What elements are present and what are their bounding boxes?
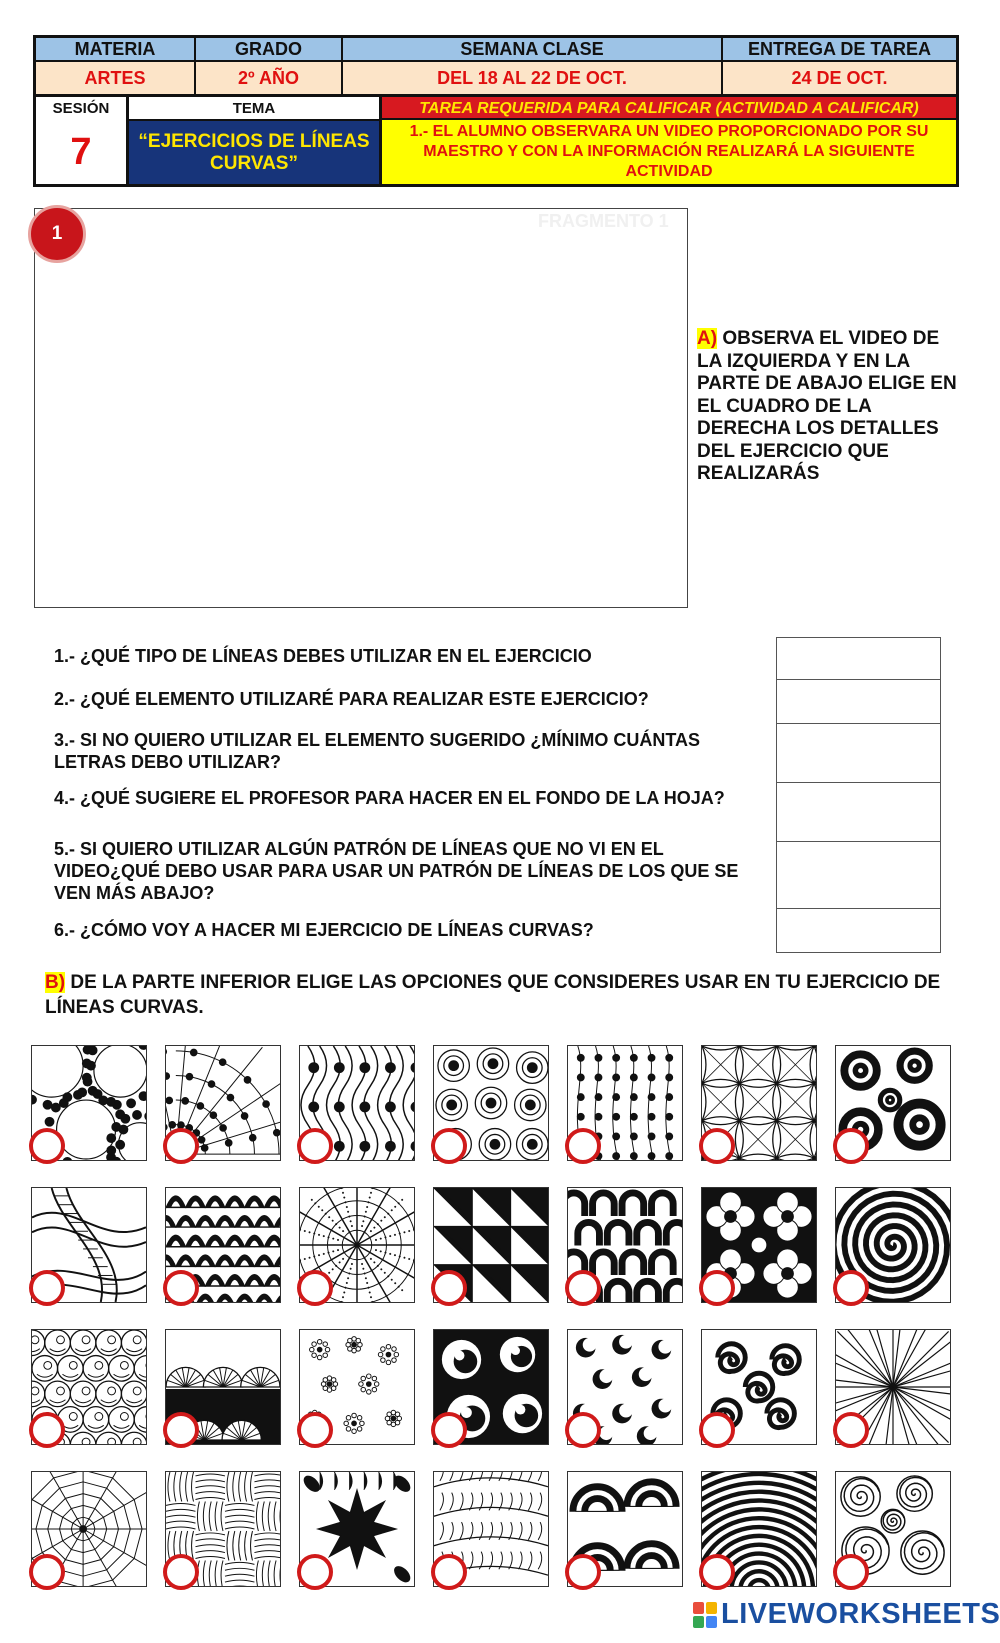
- pattern-option-25-radio[interactable]: [431, 1554, 467, 1590]
- pattern-option-24-radio[interactable]: [297, 1554, 333, 1590]
- pattern-option-15[interactable]: [31, 1329, 147, 1445]
- header-table: [33, 35, 959, 187]
- pattern-option-13-radio[interactable]: [699, 1270, 735, 1306]
- question-4: 4.- ¿QUÉ SUGIERE EL PROFESOR PARA HACER EN EL FONDO DE LA HOJA?: [54, 788, 725, 808]
- instruction-a-letter: A): [697, 328, 718, 349]
- answer-box-1[interactable]: [776, 637, 941, 680]
- pattern-option-28-radio[interactable]: [833, 1554, 869, 1590]
- instruction-b: [45, 970, 945, 1020]
- instruction-b-text: DE LA PARTE INFERIOR ELIGE LAS OPCIONES QUE CONSIDERES USAR EN TU EJERCICIO DE LÍNEAS CURVAS.: [45, 972, 941, 1018]
- entrega-value: 24 DE OCT.: [723, 62, 956, 94]
- instruction-a-text: OBSERVA EL VIDEO DE LA IZQUIERDA Y EN LA PARTE DE ABAJO ELIGE EN EL CUADRO DE LA DERECHA LOS DETALLES DEL EJERCICIO QUE REALIZARÁS: [697, 328, 957, 484]
- tarea-cell: [382, 97, 956, 184]
- pattern-option-22[interactable]: [31, 1471, 147, 1587]
- pattern-option-3[interactable]: [299, 1045, 415, 1161]
- question-6: 6.- ¿CÓMO VOY A HACER MI EJERCICIO DE LÍNEAS CURVAS?: [54, 920, 594, 940]
- pattern-option-6-radio[interactable]: [699, 1128, 735, 1164]
- pattern-option-23[interactable]: [165, 1471, 281, 1587]
- pattern-option-3-radio[interactable]: [297, 1128, 333, 1164]
- pattern-option-19-radio[interactable]: [565, 1412, 601, 1448]
- pattern-option-25[interactable]: [433, 1471, 549, 1587]
- pattern-option-11[interactable]: [433, 1187, 549, 1303]
- pattern-option-23-radio[interactable]: [163, 1554, 199, 1590]
- pattern-option-26-radio[interactable]: [565, 1554, 601, 1590]
- pattern-option-4[interactable]: [433, 1045, 549, 1161]
- pattern-option-7-radio[interactable]: [833, 1128, 869, 1164]
- pattern-option-12-radio[interactable]: [565, 1270, 601, 1306]
- pattern-option-24[interactable]: [299, 1471, 415, 1587]
- pattern-option-26[interactable]: [567, 1471, 683, 1587]
- semana-label: SEMANA CLASE: [343, 38, 723, 62]
- entrega-label: ENTREGA DE TAREA: [723, 38, 956, 62]
- pattern-option-27-radio[interactable]: [699, 1554, 735, 1590]
- sesion-cell: [36, 97, 129, 184]
- pattern-option-10-radio[interactable]: [297, 1270, 333, 1306]
- pattern-option-18[interactable]: [433, 1329, 549, 1445]
- pattern-option-5[interactable]: [567, 1045, 683, 1161]
- pattern-option-20[interactable]: [701, 1329, 817, 1445]
- pattern-option-22-radio[interactable]: [29, 1554, 65, 1590]
- pattern-option-11-radio[interactable]: [431, 1270, 467, 1306]
- grado-value: 2º AÑO: [196, 62, 343, 94]
- instruction-a: [697, 328, 957, 486]
- brand-text: LIVEWORKSHEETS: [721, 1598, 1000, 1630]
- question-3: 3.- SI NO QUIERO UTILIZAR EL ELEMENTO SUGERIDO ¿MÍNIMO CUÁNTAS LETRAS DEBO UTILIZAR?: [54, 730, 701, 772]
- fragment-label: FRAGMENTO 1: [538, 211, 669, 231]
- pattern-option-4-radio[interactable]: [431, 1128, 467, 1164]
- pattern-option-16-radio[interactable]: [163, 1412, 199, 1448]
- instruction-b-letter: B): [45, 972, 66, 993]
- pattern-option-2-radio[interactable]: [163, 1128, 199, 1164]
- tarea-label: TAREA REQUERIDA PARA CALIFICAR (ACTIVIDAD A CALIFICAR): [382, 97, 956, 120]
- pattern-option-14[interactable]: [835, 1187, 951, 1303]
- pattern-option-9-radio[interactable]: [163, 1270, 199, 1306]
- answer-box-5[interactable]: [776, 841, 941, 909]
- pattern-option-21-radio[interactable]: [833, 1412, 869, 1448]
- pattern-option-13[interactable]: [701, 1187, 817, 1303]
- pattern-option-5-radio[interactable]: [565, 1128, 601, 1164]
- materia-value: ARTES: [36, 62, 196, 94]
- answer-box-6[interactable]: [776, 908, 941, 953]
- pattern-option-17[interactable]: [299, 1329, 415, 1445]
- question-2: 2.- ¿QUÉ ELEMENTO UTILIZARÉ PARA REALIZAR ESTE EJERCICIO?: [54, 689, 649, 709]
- liveworksheets-logo: [693, 1598, 1000, 1631]
- pattern-option-12[interactable]: [567, 1187, 683, 1303]
- sesion-label: SESIÓN: [52, 100, 110, 117]
- answer-box-2[interactable]: [776, 679, 941, 724]
- semana-value: DEL 18 AL 22 DE OCT.: [343, 62, 723, 94]
- tema-value: “EJERCICIOS DE LÍNEAS CURVAS”: [129, 121, 379, 184]
- tema-label: TEMA: [129, 97, 379, 121]
- pattern-option-28[interactable]: [835, 1471, 951, 1587]
- materia-label: MATERIA: [36, 38, 196, 62]
- pattern-options-grid: [31, 1045, 953, 1585]
- pattern-option-20-radio[interactable]: [699, 1412, 735, 1448]
- pattern-option-1[interactable]: [31, 1045, 147, 1161]
- pattern-option-19[interactable]: [567, 1329, 683, 1445]
- sesion-number: 7: [70, 131, 92, 173]
- tema-cell: [129, 97, 382, 184]
- video-player[interactable]: [34, 208, 688, 608]
- pattern-option-6[interactable]: [701, 1045, 817, 1161]
- pattern-option-8-radio[interactable]: [29, 1270, 65, 1306]
- pattern-option-17-radio[interactable]: [297, 1412, 333, 1448]
- pattern-option-18-radio[interactable]: [431, 1412, 467, 1448]
- pattern-option-8[interactable]: [31, 1187, 147, 1303]
- pattern-option-1-radio[interactable]: [29, 1128, 65, 1164]
- pattern-option-10[interactable]: [299, 1187, 415, 1303]
- answer-box-3[interactable]: [776, 723, 941, 783]
- answer-box-4[interactable]: [776, 782, 941, 842]
- media-number-badge: 1: [28, 205, 86, 263]
- question-1: 1.- ¿QUÉ TIPO DE LÍNEAS DEBES UTILIZAR EN EL EJERCICIO: [54, 646, 592, 666]
- pattern-option-21[interactable]: [835, 1329, 951, 1445]
- pattern-option-16[interactable]: [165, 1329, 281, 1445]
- logo-blocks-icon: [693, 1602, 717, 1628]
- pattern-option-15-radio[interactable]: [29, 1412, 65, 1448]
- pattern-option-7[interactable]: [835, 1045, 951, 1161]
- pattern-option-14-radio[interactable]: [833, 1270, 869, 1306]
- pattern-option-27[interactable]: [701, 1471, 817, 1587]
- grado-label: GRADO: [196, 38, 343, 62]
- tarea-value: 1.- EL ALUMNO OBSERVARA UN VIDEO PROPORCIONADO POR SU MAESTRO Y CON LA INFORMACIÓN REALIZARÁ LA SIGUIENTE ACTIVIDAD: [382, 120, 956, 184]
- question-5: 5.- SI QUIERO UTILIZAR ALGÚN PATRÓN DE LÍNEAS QUE NO VI EN EL VIDEO¿QUÉ DEBO USAR PARA USAR UN PATRÓN DE LÍNEAS DE LOS QUE SE VEN MÁS ABAJO?: [54, 839, 739, 903]
- pattern-option-2[interactable]: [165, 1045, 281, 1161]
- pattern-option-9[interactable]: [165, 1187, 281, 1303]
